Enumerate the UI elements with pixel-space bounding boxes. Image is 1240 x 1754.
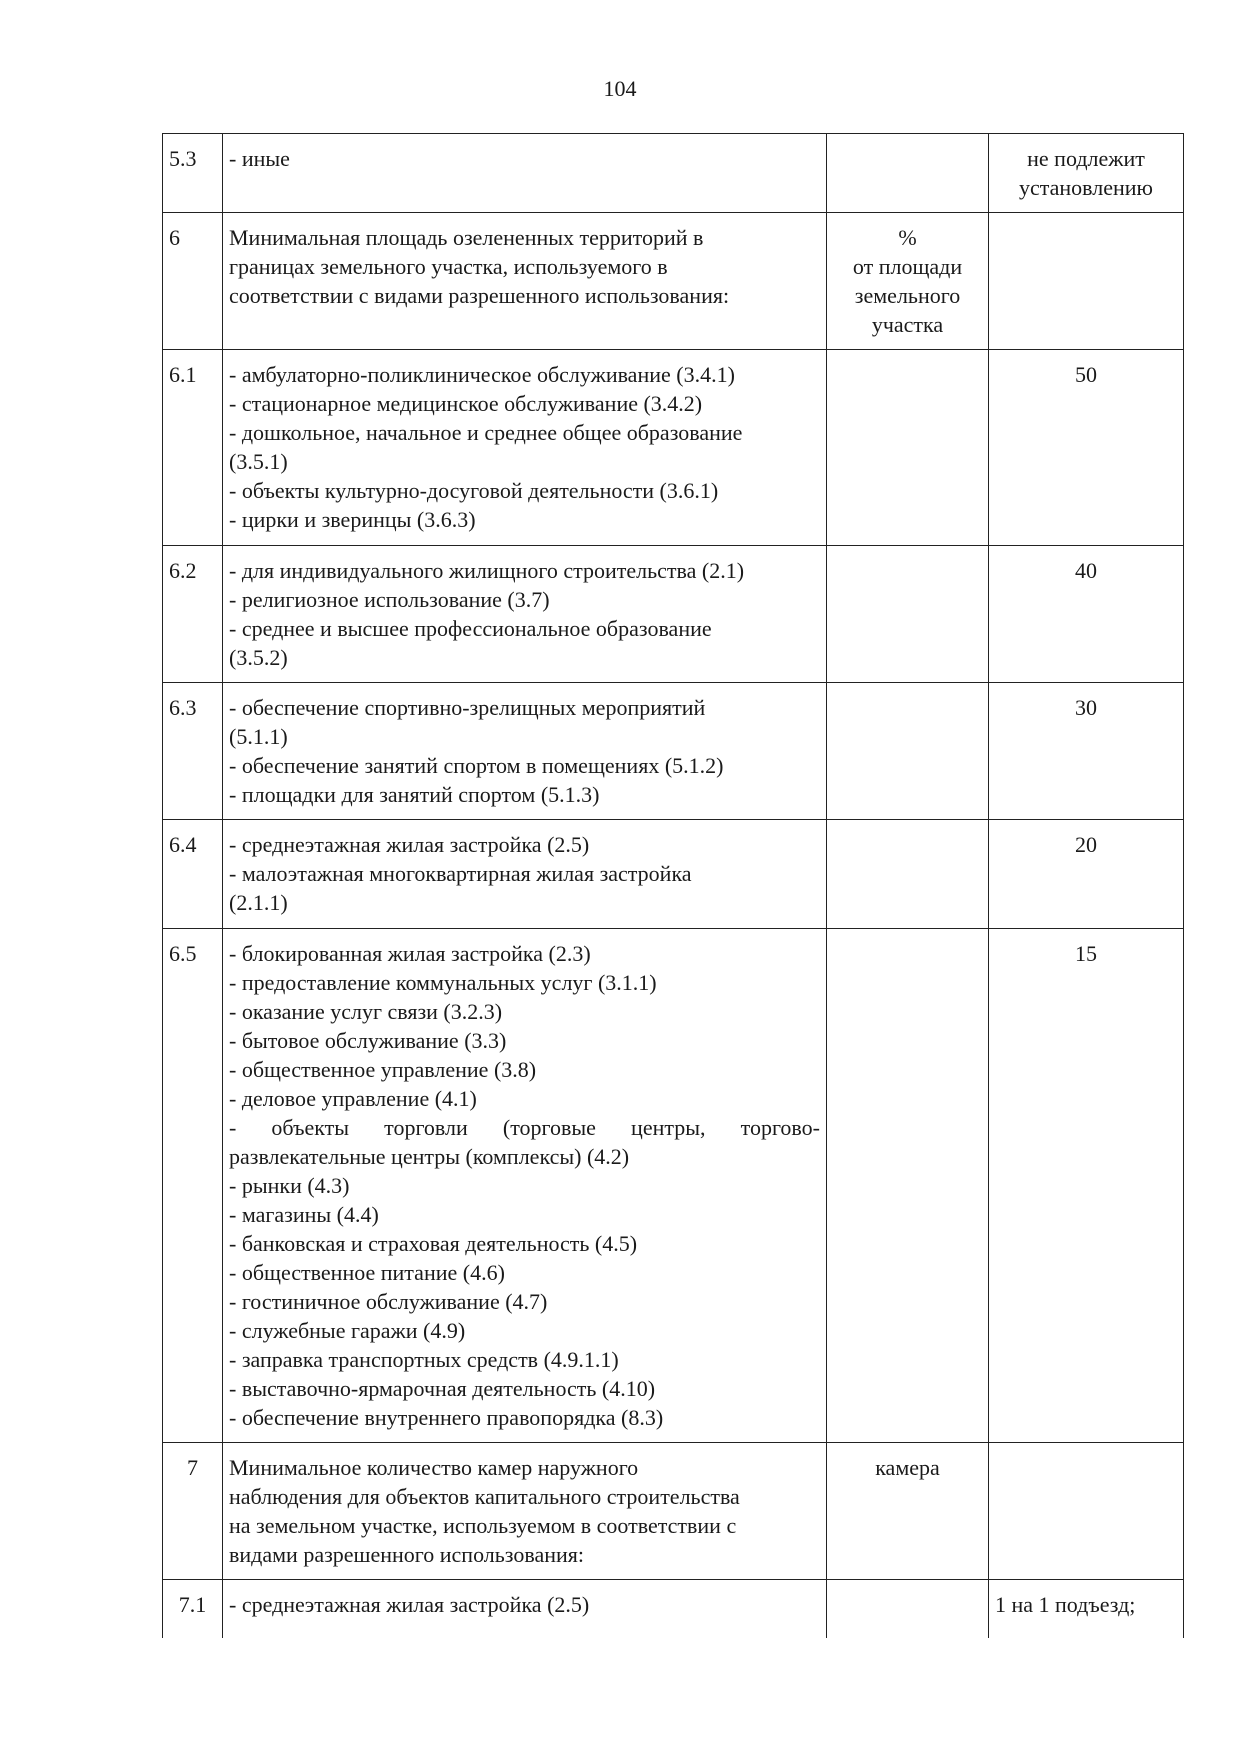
table-row-6-4 [163, 820, 1184, 929]
row-number: 6.1 [163, 350, 223, 546]
row-value [989, 213, 1184, 350]
row-unit [827, 350, 989, 546]
page-number: 104 [603, 76, 637, 101]
row-description: - иные [223, 134, 827, 213]
row-value [989, 1443, 1184, 1580]
table-row-6-2 [163, 546, 1184, 683]
row-unit [827, 929, 989, 1443]
row-value: 20 [989, 820, 1184, 929]
row-value: 1 на 1 подъезд; [989, 1580, 1184, 1638]
row-number: 6.2 [163, 546, 223, 683]
row-number: 6.4 [163, 820, 223, 929]
row-value: не подлежит установлению [989, 134, 1184, 213]
row-unit: камера [827, 1443, 989, 1580]
table-row-6-3 [163, 683, 1184, 820]
row-number: 7 [163, 1443, 223, 1580]
row-unit: % от площади земельного участка [827, 213, 989, 350]
row-unit [827, 546, 989, 683]
row-number: 6 [163, 213, 223, 350]
row-description: - для индивидуального жилищного строительства (2.1) - религиозное использование (3.7) - среднее и высшее профессиональное образование (3.5.2) [223, 546, 827, 683]
regulations-table [162, 133, 1184, 1638]
row-unit [827, 683, 989, 820]
row-unit [827, 134, 989, 213]
row-description: - обеспечение спортивно-зрелищных мероприятий (5.1.1) - обеспечение занятий спортом в помещениях (5.1.2) - площадки для занятий спортом (5.1.3) [223, 683, 827, 820]
table-row-6 [163, 213, 1184, 350]
row-description: - амбулаторно-поликлиническое обслуживание (3.4.1) - стационарное медицинское обслуживание (3.4.2) - дошкольное, начальное и среднее общее образование (3.5.1) - объекты культурно-досуговой деятельности (3.6.1) - цирки и зверинцы (3.6.3) [223, 350, 827, 546]
row-description: - среднеэтажная жилая застройка (2.5) [223, 1580, 827, 1638]
row-value: 30 [989, 683, 1184, 820]
row-unit [827, 820, 989, 929]
row-number: 6.5 [163, 929, 223, 1443]
row-description: - блокированная жилая застройка (2.3) - предоставление коммунальных услуг (3.1.1) - оказание услуг связи (3.2.3) - бытовое обслуживание (3.3) - общественное управление (3.8) - деловое управление (4.1) - объекты торговли (торговые центры, торгово- развлекательные центры (комплексы) (4.2) - рынки (4.3) - магазины (4.4) - банковская и страховая деятельность (4.5) - общественное питание (4.6) - гостиничное обслуживание (4.7) - служебные гаражи (4.9) - заправка транспортных средств (4.9.1.1) - выставочно-ярмарочная деятельность (4.10) - обеспечение внутреннего правопорядка (8.3) [223, 929, 827, 1443]
row-number: 6.3 [163, 683, 223, 820]
table-row-5-3 [163, 134, 1184, 213]
row-number: 7.1 [163, 1580, 223, 1638]
row-number: 5.3 [163, 134, 223, 213]
row-description: - среднеэтажная жилая застройка (2.5) - малоэтажная многоквартирная жилая застройка (2.1.1) [223, 820, 827, 929]
table-row-7-1 [163, 1580, 1184, 1638]
table-row-7 [163, 1443, 1184, 1580]
row-description: Минимальная площадь озелененных территорий в границах земельного участка, используемого в соответствии с видами разрешенного использования: [223, 213, 827, 350]
table-row-6-1 [163, 350, 1184, 546]
row-unit [827, 1580, 989, 1638]
row-value: 50 [989, 350, 1184, 546]
table-row-6-5 [163, 929, 1184, 1443]
row-value: 40 [989, 546, 1184, 683]
row-description: Минимальное количество камер наружного наблюдения для объектов капитального строительства на земельном участке, используемом в соответствии с видами разрешенного использования: [223, 1443, 827, 1580]
row-value: 15 [989, 929, 1184, 1443]
